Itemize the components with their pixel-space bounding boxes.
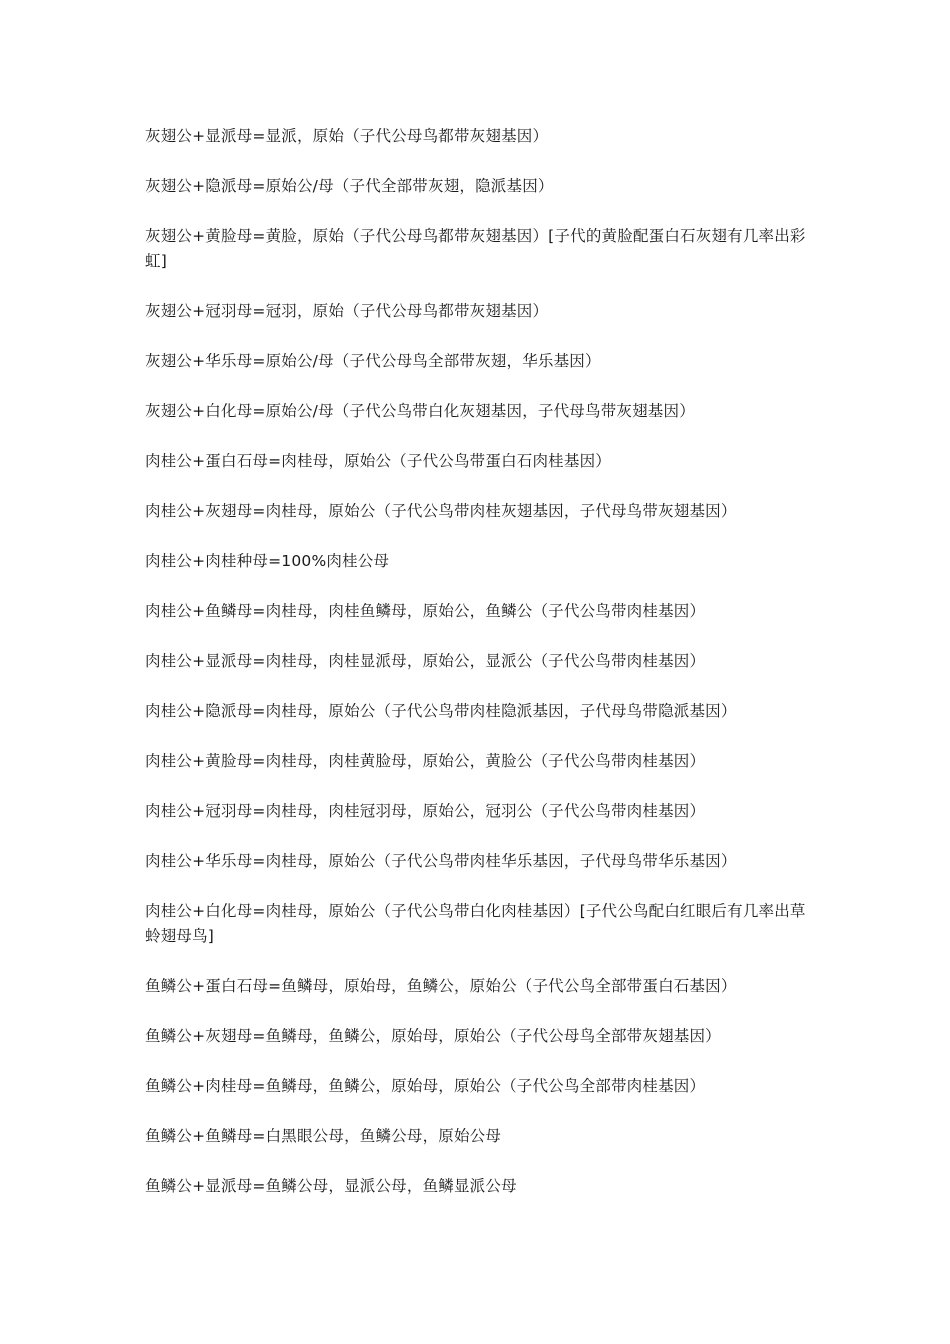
text-line: 鱼鳞公+蛋白石母=鱼鳞母，原始母，鱼鳞公，原始公（子代公鸟全部带蛋白石基因） [145, 977, 737, 995]
text-line: 鱼鳞公+灰翅母=鱼鳞母，鱼鳞公，原始母，原始公（子代公母鸟全部带灰翅基因） [145, 1027, 721, 1045]
text-line: 肉桂公+白化母=肉桂母，原始公（子代公鸟带白化肉桂基因）[子代公鸟配白红眼后有几率出草蛉翅母鸟] [145, 902, 806, 945]
text-line: 灰翅公+显派母=显派，原始（子代公母鸟都带灰翅基因） [145, 127, 549, 145]
text-line: 肉桂公+显派母=肉桂母，肉桂显派母，原始公，显派公（子代公鸟带肉桂基因） [145, 652, 706, 670]
text-line: 肉桂公+肉桂种母=100%肉桂公母 [145, 552, 390, 570]
text-line: 肉桂公+隐派母=肉桂母，原始公（子代公鸟带肉桂隐派基因，子代母鸟带隐派基因） [145, 702, 737, 720]
text-line: 灰翅公+隐派母=原始公/母（子代全部带灰翅，隐派基因） [145, 177, 554, 195]
document-body [145, 124, 815, 1224]
text-line: 灰翅公+白化母=原始公/母（子代公鸟带白化灰翅基因，子代母鸟带灰翅基因） [145, 402, 695, 420]
text-line: 肉桂公+蛋白石母=肉桂母，原始公（子代公鸟带蛋白石肉桂基因） [145, 452, 611, 470]
text-line: 灰翅公+黄脸母=黄脸，原始（子代公母鸟都带灰翅基因）[子代的黄脸配蛋白石灰翅有几率出彩虹] [145, 227, 806, 270]
text-line: 肉桂公+华乐母=肉桂母，原始公（子代公鸟带肉桂华乐基因，子代母鸟带华乐基因） [145, 852, 737, 870]
text-line: 鱼鳞公+鱼鳞母=白黑眼公母，鱼鳞公母，原始公母 [145, 1127, 502, 1145]
text-line: 肉桂公+灰翅母=肉桂母，原始公（子代公鸟带肉桂灰翅基因，子代母鸟带灰翅基因） [145, 502, 737, 520]
text-line: 肉桂公+冠羽母=肉桂母，肉桂冠羽母，原始公，冠羽公（子代公鸟带肉桂基因） [145, 802, 706, 820]
text-line: 鱼鳞公+显派母=鱼鳞公母，显派公母，鱼鳞显派公母 [145, 1177, 517, 1195]
text-line: 灰翅公+冠羽母=冠羽，原始（子代公母鸟都带灰翅基因） [145, 302, 549, 320]
text-line: 肉桂公+黄脸母=肉桂母，肉桂黄脸母，原始公，黄脸公（子代公鸟带肉桂基因） [145, 752, 706, 770]
text-line: 灰翅公+华乐母=原始公/母（子代公母鸟全部带灰翅，华乐基因） [145, 352, 601, 370]
text-line: 鱼鳞公+肉桂母=鱼鳞母，鱼鳞公，原始母，原始公（子代公鸟全部带肉桂基因） [145, 1077, 706, 1095]
text-line: 肉桂公+鱼鳞母=肉桂母，肉桂鱼鳞母，原始公，鱼鳞公（子代公鸟带肉桂基因） [145, 602, 706, 620]
